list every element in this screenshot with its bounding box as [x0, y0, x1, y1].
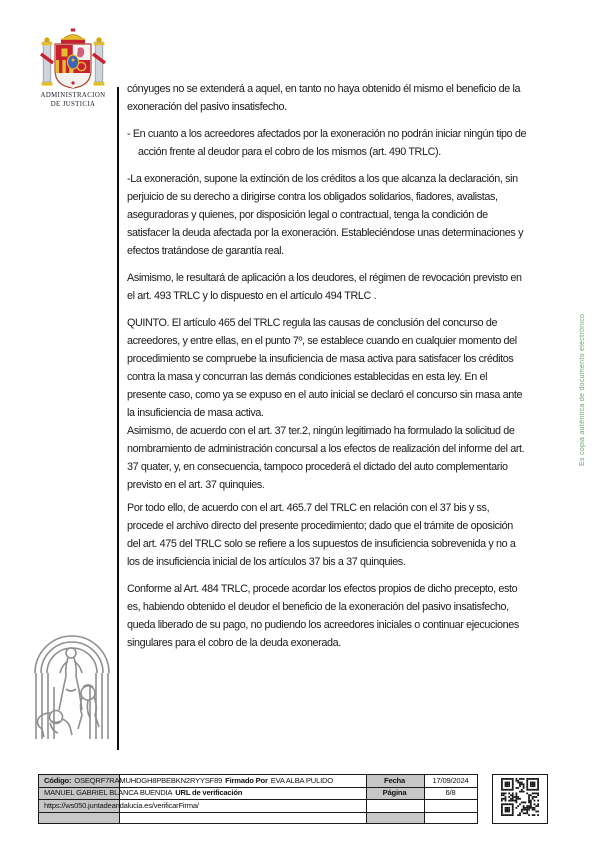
- paragraph-bullet: - En cuanto a los acreedores afectados por la exoneración no podrán iniciar ningún tipo de acción frente al deudor para el cobro de los mismos (art. 490 TRLC).: [127, 128, 527, 158]
- firmado-por-label: Firmado Por: [225, 776, 268, 785]
- qr-code-icon: [501, 778, 539, 821]
- paragraph: -La exoneración, supone la extinción de los créditos a los que alcanza la declaración, sin perjuicio de su derecho a dirigirse contra los obligados solidarios, fiadores, avalistas, aseguradoras y quienes, por disposición legal o contractual, tenga la condición de satisfacer la deuda afectada por la exoneración. Estableciéndose unas determinaciones y efectos tratándose de garantía real.: [127, 173, 524, 257]
- document-body: [127, 80, 527, 661]
- codigo-row: [44, 776, 333, 785]
- paragraph: cónyuges no se extenderá a aquel, en tanto no haya obtenido él mismo el beneficio de la exoneración del pasivo insatisfecho.: [127, 83, 521, 113]
- margin-rule: [117, 87, 119, 750]
- empty-gray-cell: [366, 812, 424, 823]
- row-separator: [39, 799, 477, 800]
- fecha-value: 17/09/2024: [432, 776, 469, 785]
- junta-de-andalucia-emblem: [30, 627, 114, 748]
- signer2-name: MANUEL GABRIEL BLANCA BUENDIA: [44, 788, 173, 797]
- paragraph-quinto: QUINTO. El artículo 465 del TRLC regula las causas de conclusión del concurso de acreedores, y entre ellas, en el punto 7º, se establece cuando en cualquier momento del procedimiento se compruebe la insuficiencia de masa activa para satisfacer los créditos contra la masa y concurran las demás condiciones establecidas en esta ley. En el presente caso, como ya se expuso en el auto inicial se declaró el concurso sin masa ante la insuficiencia de masa activa.: [127, 317, 523, 419]
- administracion-de-justicia-emblem: [36, 28, 110, 109]
- pagina-value: 6/8: [445, 788, 456, 797]
- org-name-line2: DE JUSTICIA: [50, 100, 96, 108]
- row-separator: [39, 812, 477, 813]
- signer2-row: [44, 788, 242, 797]
- paragraph: Asimismo, de acuerdo con el art. 37 ter.2, ningún legitimado ha formulado la solicitud de nombramiento de administración concursal a los efectos de realización del informe del art. 37 quater, y, en consecuencia, tampoco procederá el dictado del auto complementario previsto en el art. 37 quinquies.: [127, 425, 525, 491]
- signature-footer-table: [38, 774, 478, 824]
- paragraph: Por todo ello, de acuerdo con el art. 465.7 del TRLC en relación con el 37 bis y ss, procede el archivo directo del presente procedimiento; dado que el trámite de oposición del art. 475 del TRLC solo se refiere a los supuestos de insuficiencia sobrevenida y no a los de insuficiencia inicial de los artículos 37 bis a 37 quinquies.: [127, 502, 516, 568]
- codigo-value: OSEQRF7RAMUHDGH8PBEBKN2RYYSF89: [74, 776, 223, 785]
- org-name-line1: ADMINISTRACION: [40, 92, 106, 99]
- pagina-label: Página: [382, 788, 407, 797]
- codigo-label: Código:: [44, 776, 72, 785]
- qr-box: [492, 774, 548, 824]
- url-label: URL de verificación: [175, 788, 243, 797]
- authenticity-note: Es copia auténtica de documento electrónico: [579, 313, 586, 466]
- fecha-label: Fecha: [384, 776, 405, 785]
- signer1-name: EVA ALBA PULIDO: [270, 776, 333, 785]
- spanish-coat-of-arms-icon: [40, 28, 106, 90]
- verification-url: https://ws050.juntadeandalucia.es/verificarFirma/: [44, 801, 199, 810]
- paragraph: Asimismo, le resultará de aplicación a los deudores, el régimen de revocación previsto en el art. 493 TRLC y lo dispuesto en el artículo 494 TRLC .: [127, 272, 522, 302]
- hercules-lions-emblem-icon: [30, 627, 114, 743]
- paragraph: Conforme al Art. 484 TRLC, procede acordar los efectos propios de dicho precepto, esto es, habiendo obtenido el deudor el beneficio de la exoneración del pasivo insatisfecho, queda liberado de su pago, no pudiendo los acreedores iniciales o continuar ejecuciones singulares para el cobro de la deuda exonerada.: [127, 583, 519, 649]
